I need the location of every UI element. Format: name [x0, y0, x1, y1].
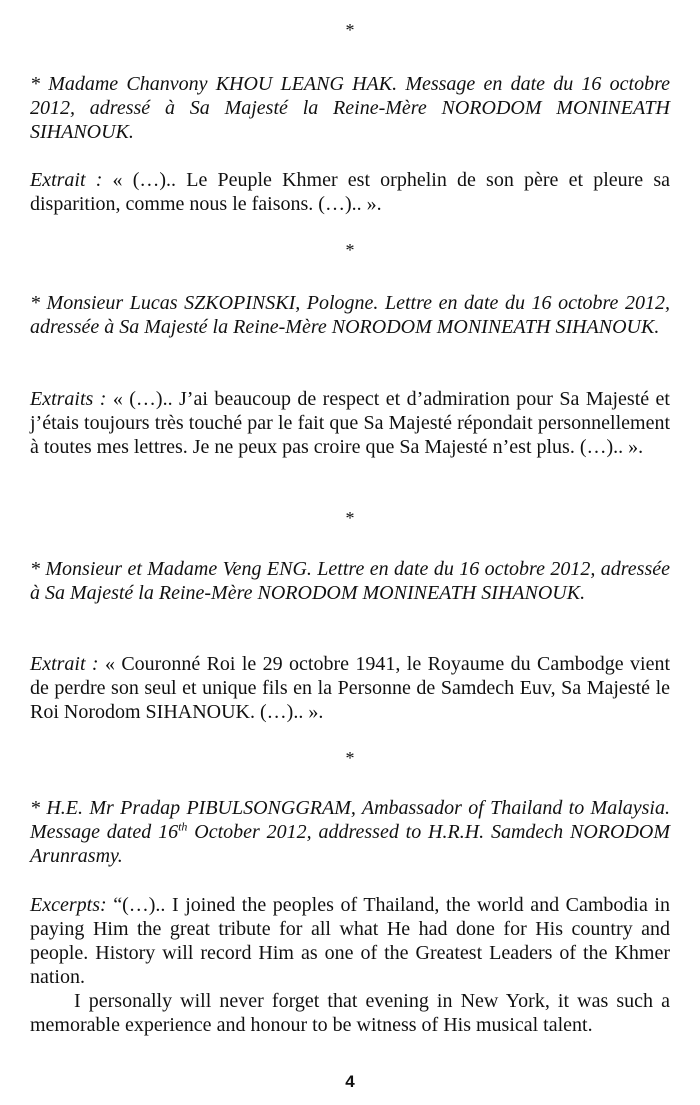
entry-heading: * Monsieur et Madame Veng ENG. Lettre en date du 16 octobre 2012, adressée à Sa Majesté la Reine-Mère NORODOM MONINEATH SIHANOUK.	[30, 558, 670, 604]
separator: *	[345, 20, 355, 40]
entry-excerpt	[30, 893, 670, 1037]
excerpt-label: Excerpts:	[30, 894, 107, 916]
excerpt-text: « (…).. Le Peuple Khmer est orphelin de son père et pleure sa disparition, comme nous le faisons. (…).. ».	[30, 169, 671, 215]
ordinal-suffix: th	[178, 819, 188, 834]
entry-heading: * Monsieur Lucas SZKOPINSKI, Pologne. Lettre en date du 16 octobre 2012, adressée à Sa Majesté la Reine-Mère NORODOM MONINEATH SIHANOUK.	[30, 292, 670, 338]
separator: *	[345, 508, 355, 528]
excerpt-text: « (…).. J’ai beaucoup de respect et d’admiration pour Sa Majesté et j’étais toujours très touché par le fait que Sa Majesté répondait personnellement à toutes mes lettres. Je ne peux pas croire que Sa Majesté n’est plus. (…).. ».	[30, 388, 670, 458]
entry-heading: * Madame Chanvony KHOU LEANG HAK. Message en date du 16 octobre 2012, adressé à Sa Majesté la Reine-Mère NORODOM MONINEATH SIHANOUK.	[30, 73, 670, 143]
entry-excerpt	[30, 387, 670, 459]
page-number: 4	[345, 1072, 355, 1091]
entry-excerpt	[30, 652, 670, 724]
heading-part: October 2012, addressed to H.R.H. Samdech NORODOM Arunrasmy.	[30, 821, 670, 867]
excerpt-paragraph: I personally will never forget that evening in New York, it was such a memorable experience and honour to be witness of His musical talent.	[30, 990, 670, 1036]
heading-part: * H.E. Mr Pradap PIBULSONGGRAM, Ambassador of Thailand to Malaysia. Message dated 16	[30, 797, 670, 843]
excerpt-text: « Couronné Roi le 29 octobre 1941, le Royaume du Cambodge vient de perdre son seul et unique fils en la Personne de Samdech Euv, Sa Majesté le Roi Norodom SIHANOUK. (…).. ».	[30, 653, 670, 723]
excerpt-text: “(…).. I joined the peoples of Thailand, the world and Cambodia in paying Him the great tribute for all what He had done for His country and people. History will record Him as one of the Greatest Leaders of the Khmer nation.	[30, 894, 670, 988]
excerpt-label: Extraits :	[30, 388, 107, 410]
entry-excerpt	[30, 168, 670, 216]
separator: *	[345, 748, 355, 768]
separator: *	[345, 240, 355, 260]
excerpt-label: Extrait :	[30, 169, 103, 191]
excerpt-label: Extrait :	[30, 653, 99, 675]
entry-heading	[30, 796, 670, 868]
